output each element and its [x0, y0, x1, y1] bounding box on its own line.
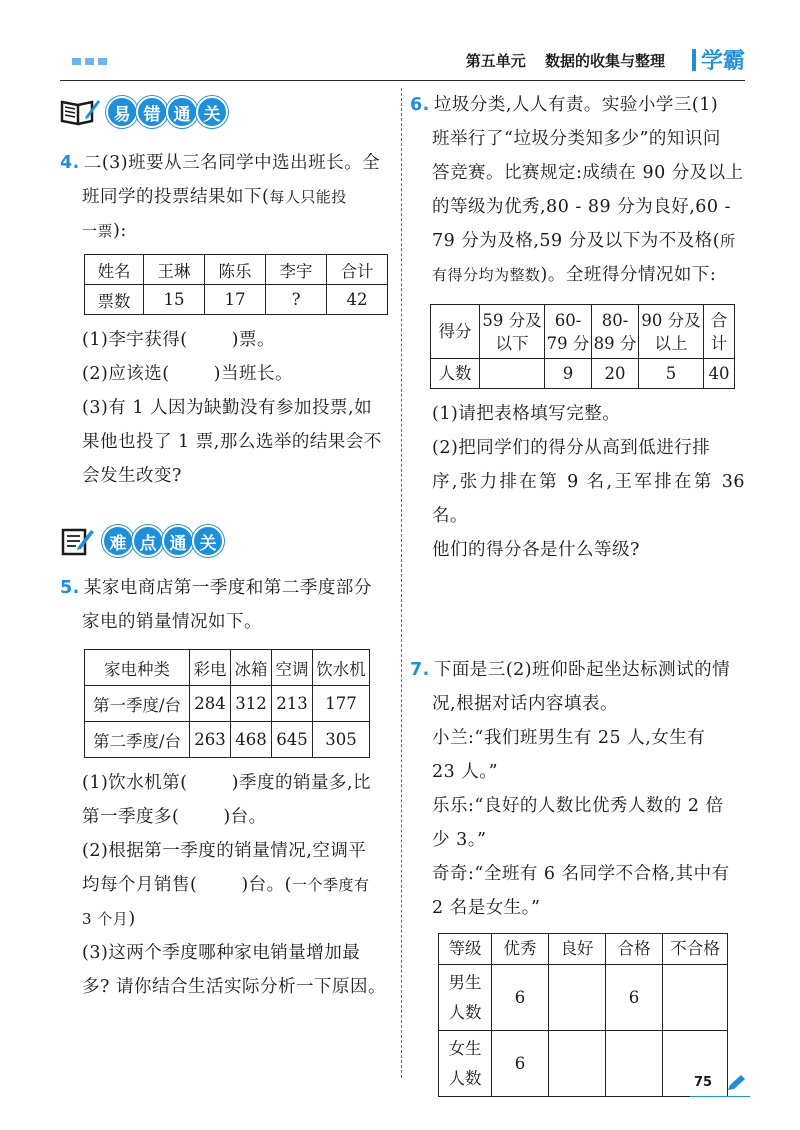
banner-char: 点: [132, 525, 164, 557]
q6-line: 的等级为优秀,80 - 89 分为良好,60 -: [432, 197, 732, 217]
q6-sub: 序,张力排在第 9 名,王军排在第 36 名。: [432, 472, 745, 526]
table-cell: 饮水机: [313, 650, 370, 686]
table-cell: [545, 305, 592, 359]
question-4: [60, 146, 390, 248]
cell-line: 女生: [448, 1038, 482, 1058]
q4-sub: )当班长。: [213, 364, 293, 384]
page-header: [60, 46, 745, 81]
q7-dialog: 乐乐:“良好的人数比优秀人数的 2 倍: [432, 796, 724, 816]
q4-sub: )票。: [231, 330, 275, 350]
q5-sub: (3)这两个季度哪种家电销量增加最: [82, 943, 361, 963]
table-cell: 284: [190, 686, 231, 722]
q4-line: ):: [113, 221, 127, 241]
q7-line: 况,根据对话内容填表。: [432, 694, 619, 714]
question-number: 6.: [410, 95, 430, 115]
question-5: [60, 571, 390, 639]
question-number: 4.: [60, 153, 80, 173]
q5-sub: )台。(: [241, 875, 292, 895]
cell-line: 60-: [554, 310, 582, 330]
table-cell: 彩电: [190, 650, 231, 686]
table-cell: [639, 305, 704, 359]
cell-line: 59 分及: [482, 310, 542, 330]
q4-sub: 果他也投了 1 票,那么选举的结果会不: [82, 432, 382, 452]
header-title: [452, 50, 665, 71]
q6-sub: 他们的得分各是什么等级?: [432, 540, 640, 560]
brand-text: 学霸: [700, 49, 745, 74]
q5-sub: (2)根据第一季度的销量情况,空调平: [82, 841, 367, 861]
table-cell: 合格: [606, 934, 663, 965]
q6-sub: (1)请把表格填写完整。: [432, 404, 621, 424]
cell-line: 80-: [601, 310, 629, 330]
table-cell: 177: [313, 686, 370, 722]
table-cell: [704, 305, 735, 359]
q4-note: 一票: [82, 222, 114, 240]
table-cell: 优秀: [492, 934, 549, 965]
table-cell: 5: [639, 359, 704, 389]
q5-sub: )台。: [223, 807, 267, 827]
appliance-sales-table: [84, 649, 370, 758]
q5-sub: 均每个月销售(: [82, 875, 198, 895]
q4-sub: (3)有 1 人因为缺勤没有参加投票,如: [82, 398, 373, 418]
q5-sub: ): [128, 909, 136, 929]
banner-char: 关: [192, 525, 224, 557]
q6-line: )。全班得分情况如下:: [540, 265, 717, 285]
table-cell: ?: [266, 285, 327, 315]
question-6-subquestions: [410, 397, 745, 567]
cell-line: 79 分: [546, 333, 590, 353]
table-cell: 305: [313, 722, 370, 758]
table-cell: 李宇: [266, 255, 327, 285]
table-cell: 冰箱: [231, 650, 272, 686]
banner-char: 难: [102, 525, 134, 557]
table-cell: 312: [231, 686, 272, 722]
cell-line: 计: [710, 333, 728, 353]
table-cell: 6: [492, 965, 549, 1031]
table-cell: 213: [272, 686, 313, 722]
table-cell: 姓名: [85, 255, 144, 285]
page-number: 75: [694, 1075, 713, 1090]
banner-char: 错: [136, 96, 168, 128]
q6-line: 答竞赛。比赛规定:成绩在 90 分及以上: [432, 163, 744, 183]
q5-sub: )季度的销量多,比: [231, 773, 372, 793]
q5-note: 3 个月: [82, 910, 129, 928]
notebook-pencil-icon: [60, 525, 96, 557]
question-number: 7.: [410, 660, 430, 680]
banner-char: 关: [196, 96, 228, 128]
column-divider: [401, 88, 402, 1078]
table-cell: 20: [592, 359, 639, 389]
cell-line: 人数: [448, 1068, 482, 1088]
book-pencil-icon: [60, 96, 100, 128]
section-banner-errors: [60, 92, 390, 132]
q6-line: 79 分为及格,59 分及以下为不及格(: [432, 231, 721, 251]
banner-char: 通: [162, 525, 194, 557]
q6-line: 垃圾分类,人人有责。实验小学三(1): [433, 95, 719, 115]
q4-sub: 会发生改变?: [82, 466, 182, 486]
table-cell: [480, 305, 545, 359]
table-cell: 40: [704, 359, 735, 389]
vote-table: [84, 254, 388, 315]
q6-line: 班举行了“垃圾分类知多少”的知识问: [432, 129, 721, 149]
q5-sub: 第一季度多(: [82, 807, 180, 827]
header-decoration: [72, 58, 107, 65]
page-footer: [690, 1072, 750, 1097]
q6-note: 所: [720, 232, 736, 250]
fitness-table: [438, 933, 728, 1097]
q7-line: 下面是三(2)班仰卧起坐达标测试的情: [433, 660, 731, 680]
table-cell: 6: [606, 965, 663, 1031]
cell-line: 合: [710, 310, 728, 330]
table-cell: [439, 1031, 492, 1097]
q7-dialog: 23 人。”: [432, 762, 499, 782]
pencil-icon: [726, 1074, 746, 1096]
table-cell: 不合格: [663, 934, 728, 965]
right-column: [410, 88, 745, 1105]
q7-dialog: 奇奇:“全班有 6 名同学不合格,其中有: [432, 864, 730, 884]
table-cell: 第一季度/台: [85, 686, 190, 722]
table-cell: 合计: [327, 255, 388, 285]
q4-sub: (1)李宇获得(: [82, 330, 188, 350]
q4-note: 每人只能投: [269, 188, 347, 206]
table-cell: 15: [144, 285, 205, 315]
table-cell: 645: [272, 722, 313, 758]
q4-line: 二(3)班要从三名同学中选出班长。全: [83, 153, 381, 173]
topic-label: 数据的收集与整理: [544, 52, 665, 70]
q5-sub: 多? 请你结合生活实际分析一下原因。: [82, 977, 386, 997]
table-cell: 家电种类: [85, 650, 190, 686]
cell-line: 以上: [654, 333, 688, 353]
table-cell: 42: [327, 285, 388, 315]
table-cell-blank[interactable]: [663, 965, 728, 1031]
table-cell-blank[interactable]: [606, 1031, 663, 1097]
question-6: [410, 88, 745, 292]
q4-sub: (2)应该选(: [82, 364, 170, 384]
table-cell: [439, 965, 492, 1031]
unit-label: 第五单元: [465, 52, 526, 70]
table-cell: 票数: [85, 285, 144, 315]
cell-line: 89 分: [593, 333, 637, 353]
question-4-subquestions: [60, 323, 390, 493]
q7-dialog: 2 名是女生。”: [432, 898, 541, 918]
question-7: [410, 653, 745, 925]
table-cell: 良好: [549, 934, 606, 965]
table-cell: 6: [492, 1031, 549, 1097]
q7-dialog: 小兰:“我们班男生有 25 人,女生有: [432, 728, 706, 748]
table-cell: 等级: [439, 934, 492, 965]
table-cell: 得分: [431, 305, 480, 359]
left-column: [60, 88, 390, 1004]
cell-line: 人数: [448, 1002, 482, 1022]
table-cell: 王琳: [144, 255, 205, 285]
table-cell: 17: [205, 285, 266, 315]
table-cell: 263: [190, 722, 231, 758]
q6-note: 有得分均为整数: [432, 266, 541, 284]
q6-sub: (2)把同学们的得分从高到低进行排: [432, 438, 711, 458]
brand-logo: [692, 44, 745, 75]
table-cell-blank[interactable]: [549, 1031, 606, 1097]
table-cell: 人数: [431, 359, 480, 389]
question-number: 5.: [60, 578, 80, 598]
question-5-subquestions: [60, 766, 390, 1004]
q5-sub: (1)饮水机第(: [82, 773, 188, 793]
table-cell: 空调: [272, 650, 313, 686]
table-cell: 468: [231, 722, 272, 758]
q5-line: 某家电商店第一季度和第二季度部分: [83, 578, 372, 598]
score-table: [430, 304, 735, 389]
cell-line: 男生: [448, 972, 482, 992]
banner-char: 通: [166, 96, 198, 128]
q5-line: 家电的销量情况如下。: [82, 612, 262, 632]
table-cell-blank[interactable]: [549, 965, 606, 1031]
table-cell: 第二季度/台: [85, 722, 190, 758]
cell-line: 90 分及: [641, 310, 701, 330]
q5-note: 一个季度有: [291, 876, 370, 894]
cell-line: 以下: [495, 333, 529, 353]
table-cell: [592, 305, 639, 359]
table-cell: 陈乐: [205, 255, 266, 285]
banner-char: 易: [106, 96, 138, 128]
q7-dialog: 少 3。”: [432, 830, 487, 850]
section-banner-difficult: [60, 521, 390, 561]
q4-line: 班同学的投票结果如下(: [82, 187, 270, 207]
table-cell: 9: [545, 359, 592, 389]
table-cell-blank[interactable]: [480, 359, 545, 389]
